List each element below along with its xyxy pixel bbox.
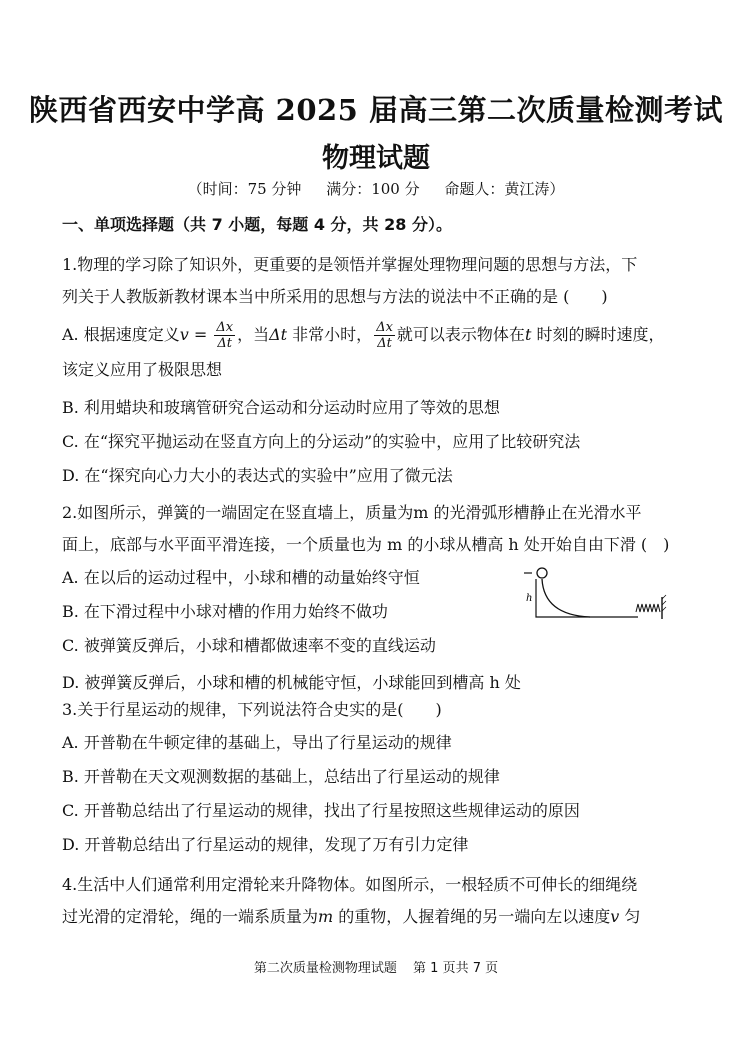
section-heading: 一、单项选择题（共 7 小题，每题 4 分，共 28 分）。: [62, 215, 452, 234]
q4-v: v: [610, 907, 620, 926]
q1-a-v: v: [179, 325, 189, 344]
q3-option-b: B. 开普勒在天文观测数据的基础上，总结出了行星运动的规律: [62, 767, 500, 786]
exam-score: 满分：100 分: [326, 180, 420, 198]
footer-page-number: 第 1 页共 7 页: [413, 961, 499, 976]
q4-text-c: 匀: [619, 907, 641, 926]
velocity-fraction: [214, 320, 235, 351]
q4-stem-line2: [62, 907, 640, 927]
q1-option-a-line2: 该定义应用了极限思想: [62, 360, 223, 379]
page-footer: [0, 957, 752, 976]
exam-meta: [0, 178, 752, 199]
q3-stem: 3.关于行星运动的规律，下列说法符合史实的是( ): [62, 700, 442, 719]
q2-option-b: B. 在下滑过程中小球对槽的作用力始终不做功: [62, 602, 388, 621]
q1-option-b: B. 利用蜡块和玻璃管研究合运动和分运动时应用了等效的思想: [62, 398, 500, 417]
arc-groove-figure: [520, 565, 670, 635]
q1-a-eq: =: [188, 325, 213, 344]
height-label: h: [526, 593, 533, 604]
page-subtitle: 物理试题: [322, 143, 430, 174]
q1-option-d: D. 在“探究向心力大小的表达式的实验中”应用了微元法: [62, 466, 453, 485]
q1-option-c: C. 在“探究平抛运动在竖直方向上的分运动”的实验中，应用了比较研究法: [62, 432, 581, 451]
q1-a-dt: Δt: [269, 325, 288, 344]
q1-a-t: t: [524, 325, 532, 344]
q3-option-a: A. 开普勒在牛顿定律的基础上，导出了行星运动的规律: [62, 733, 452, 752]
q4-text-b: 的重物，人握着绳的另一端向左以速度: [333, 907, 611, 926]
fraction-numerator: Δx: [216, 320, 234, 335]
q1-stem-line1: 1.物理的学习除了知识外，更重要的是领悟并掌握处理物理问题的思想与方法，下: [62, 255, 638, 274]
fraction-numerator-2: Δx: [376, 320, 393, 335]
velocity-fraction-2: [374, 320, 395, 351]
ball-icon: [537, 568, 547, 578]
q2-stem-line2: 面上，底部与水平面平滑连接，一个质量也为 m 的小球从槽高 h 处开始自由下滑 ( ): [62, 535, 670, 554]
q2-option-a: A. 在以后的运动过程中，小球和槽的动量始终守恒: [62, 568, 420, 587]
q1-option-a: [62, 320, 664, 351]
q2-option-c: C. 被弹簧反弹后，小球和槽都做速率不变的直线运动: [62, 636, 436, 655]
q1-stem-line2: 列关于人教版新教材课本当中所采用的思想与方法的说法中不正确的是 ( ): [62, 287, 608, 306]
page-title: 陕西省西安中学高 2025 届高三第二次质量检测考试: [29, 93, 723, 127]
exam-time: （时间：75 分钟: [187, 180, 302, 198]
fraction-denominator-2: Δt: [377, 336, 392, 351]
groove-base: [536, 579, 638, 617]
q2-stem-line1: 2.如图所示，弹簧的一端固定在竖直墙上，质量为m 的光滑弧形槽静止在光滑水平: [62, 503, 642, 522]
q3-option-c: C. 开普勒总结出了行星运动的规律，找出了行星按照这些规律运动的原因: [62, 801, 580, 820]
groove-arc: [542, 579, 590, 617]
q1-a-prefix: A. 根据速度定义: [62, 325, 180, 344]
q1-a-mid1: ，当: [237, 325, 270, 344]
q1-a-end: 时刻的瞬时速度，: [531, 325, 665, 344]
exam-author: 命题人：黄江涛）: [444, 180, 565, 198]
fraction-denominator: Δt: [217, 336, 233, 351]
q3-option-d: D. 开普勒总结出了行星运动的规律，发现了万有引力定律: [62, 835, 469, 854]
spring-icon: [636, 604, 660, 612]
q4-stem-line1: 4.生活中人们通常利用定滑轮来升降物体。如图所示，一根轻质不可伸长的细绳绕: [62, 875, 638, 894]
footer-exam-name: 第二次质量检测物理试题: [253, 961, 397, 976]
q1-a-mid3: 就可以表示物体在: [396, 325, 525, 344]
q1-a-mid2: 非常小时，: [287, 325, 373, 344]
q4-m: m: [318, 907, 334, 926]
q4-text-a: 过光滑的定滑轮，绳的一端系质量为: [62, 907, 319, 926]
q2-option-d: D. 被弹簧反弹后，小球和槽的机械能守恒，小球能回到槽高 h 处: [62, 673, 521, 692]
